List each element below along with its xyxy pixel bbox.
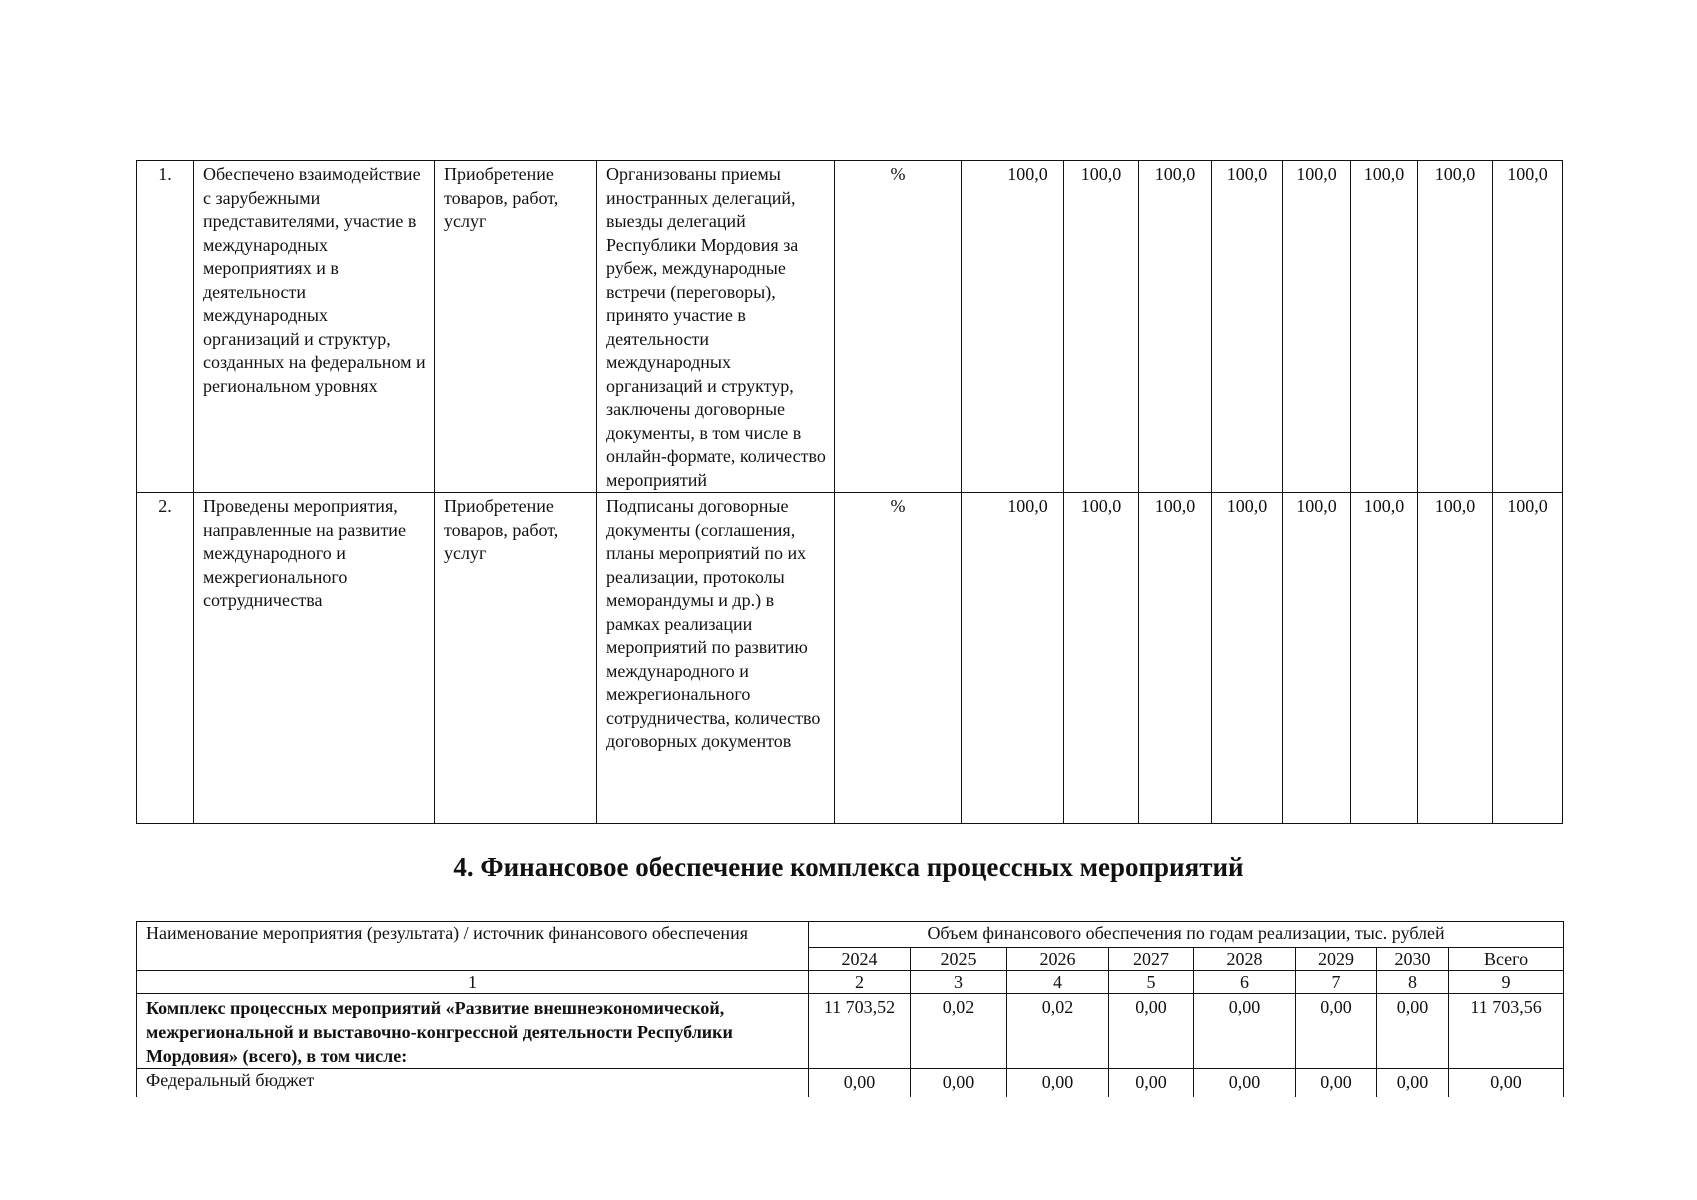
header-name: Наименование мероприятия (результата) / источник финансового обеспечения [137, 922, 809, 971]
column-number: 8 [1377, 971, 1449, 994]
column-number: 1 [137, 971, 809, 994]
column-number-row [137, 971, 1564, 994]
header-volume: Объем финансового обеспечения по годам реализации, тыс. рублей [809, 922, 1564, 948]
value-cell: 100,0 [1418, 161, 1493, 493]
amount-cell: 0,00 [1109, 994, 1194, 1069]
amount-cell: 0,00 [809, 1069, 911, 1098]
year-header: 2026 [1007, 948, 1109, 971]
result-characteristic: Организованы приемы иностранных делегаций, выезды делегаций Республики Мордовия за рубеж, международные встречи (переговоры), принято участие в деятельности международных организаций и структур, заключены договорные документы, в том числе в онлайн-формате, количество мероприятий [597, 161, 835, 493]
total-cell: 11 703,56 [1449, 994, 1564, 1069]
results-table [136, 160, 1563, 824]
amount-cell: 0,00 [1007, 1069, 1109, 1098]
year-header: 2025 [911, 948, 1007, 971]
amount-cell: 0,02 [911, 994, 1007, 1069]
section-heading: 4. Финансовое обеспечение комплекса процессных мероприятий [453, 852, 1244, 882]
value-cell: 100,0 [1283, 493, 1351, 824]
amount-cell: 0,00 [1194, 994, 1296, 1069]
column-number: 6 [1194, 971, 1296, 994]
value-cell: 100,0 [1064, 493, 1139, 824]
row-number: 2. [137, 493, 194, 824]
complex-name: Комплекс процессных мероприятий «Развитие внешнеэкономической, межрегиональной и выставочно-конгрессной деятельности Республики Мордовия» (всего), в том числе: [137, 994, 809, 1069]
column-number: 3 [911, 971, 1007, 994]
result-type: Приобретение товаров, работ, услуг [435, 493, 597, 824]
column-number: 2 [809, 971, 911, 994]
amount-cell: 0,00 [1296, 994, 1377, 1069]
value-cell: 100,0 [1493, 493, 1563, 824]
finance-table [136, 921, 1564, 1097]
amount-cell: 0,00 [1296, 1069, 1377, 1098]
value-cell: 100,0 [1139, 161, 1212, 493]
result-type: Приобретение товаров, работ, услуг [435, 161, 597, 493]
year-header: 2030 [1377, 948, 1449, 971]
value-cell: 100,0 [1139, 493, 1212, 824]
value-cell: 100,0 [1283, 161, 1351, 493]
column-number: 5 [1109, 971, 1194, 994]
result-characteristic: Подписаны договорные документы (соглашения, планы мероприятий по их реализации, протоколы меморандумы и др.) в рамках реализации мероприятий по развитию международного и межрегионального сотрудничества, количество договорных документов [597, 493, 835, 824]
total-cell: 0,00 [1449, 1069, 1564, 1098]
amount-cell: 0,00 [1194, 1069, 1296, 1098]
value-cell: 100,0 [962, 493, 1064, 824]
column-number: 7 [1296, 971, 1377, 994]
source-name: Федеральный бюджет [137, 1069, 809, 1098]
value-cell: 100,0 [1493, 161, 1563, 493]
total-header: Всего [1449, 948, 1564, 971]
result-name: Обеспечено взаимодействие с зарубежными представителями, участие в международных мероприятиях и в деятельности международных организаций и структур, созданных на федеральном и региональном уровнях [194, 161, 435, 493]
amount-cell: 0,00 [1377, 1069, 1449, 1098]
year-header: 2027 [1109, 948, 1194, 971]
result-name: Проведены мероприятия, направленные на развитие международного и межрегионального сотрудничества [194, 493, 435, 824]
column-number: 4 [1007, 971, 1109, 994]
value-cell: 100,0 [1064, 161, 1139, 493]
amount-cell: 0,00 [911, 1069, 1007, 1098]
table-row [137, 994, 1564, 1069]
amount-cell: 0,00 [1377, 994, 1449, 1069]
value-cell: 100,0 [1212, 161, 1283, 493]
table-row [137, 161, 1563, 493]
table-row [137, 1069, 1564, 1098]
unit-cell: % [835, 161, 962, 493]
year-header: 2029 [1296, 948, 1377, 971]
column-number: 9 [1449, 971, 1564, 994]
year-header: 2024 [809, 948, 911, 971]
value-cell: 100,0 [1351, 493, 1418, 824]
table-row [137, 493, 1563, 824]
value-cell: 100,0 [1418, 493, 1493, 824]
unit-cell: % [835, 493, 962, 824]
value-cell: 100,0 [962, 161, 1064, 493]
year-header: 2028 [1194, 948, 1296, 971]
amount-cell: 11 703,52 [809, 994, 911, 1069]
amount-cell: 0,02 [1007, 994, 1109, 1069]
amount-cell: 0,00 [1109, 1069, 1194, 1098]
value-cell: 100,0 [1351, 161, 1418, 493]
row-number: 1. [137, 161, 194, 493]
value-cell: 100,0 [1212, 493, 1283, 824]
header-row [137, 922, 1564, 948]
